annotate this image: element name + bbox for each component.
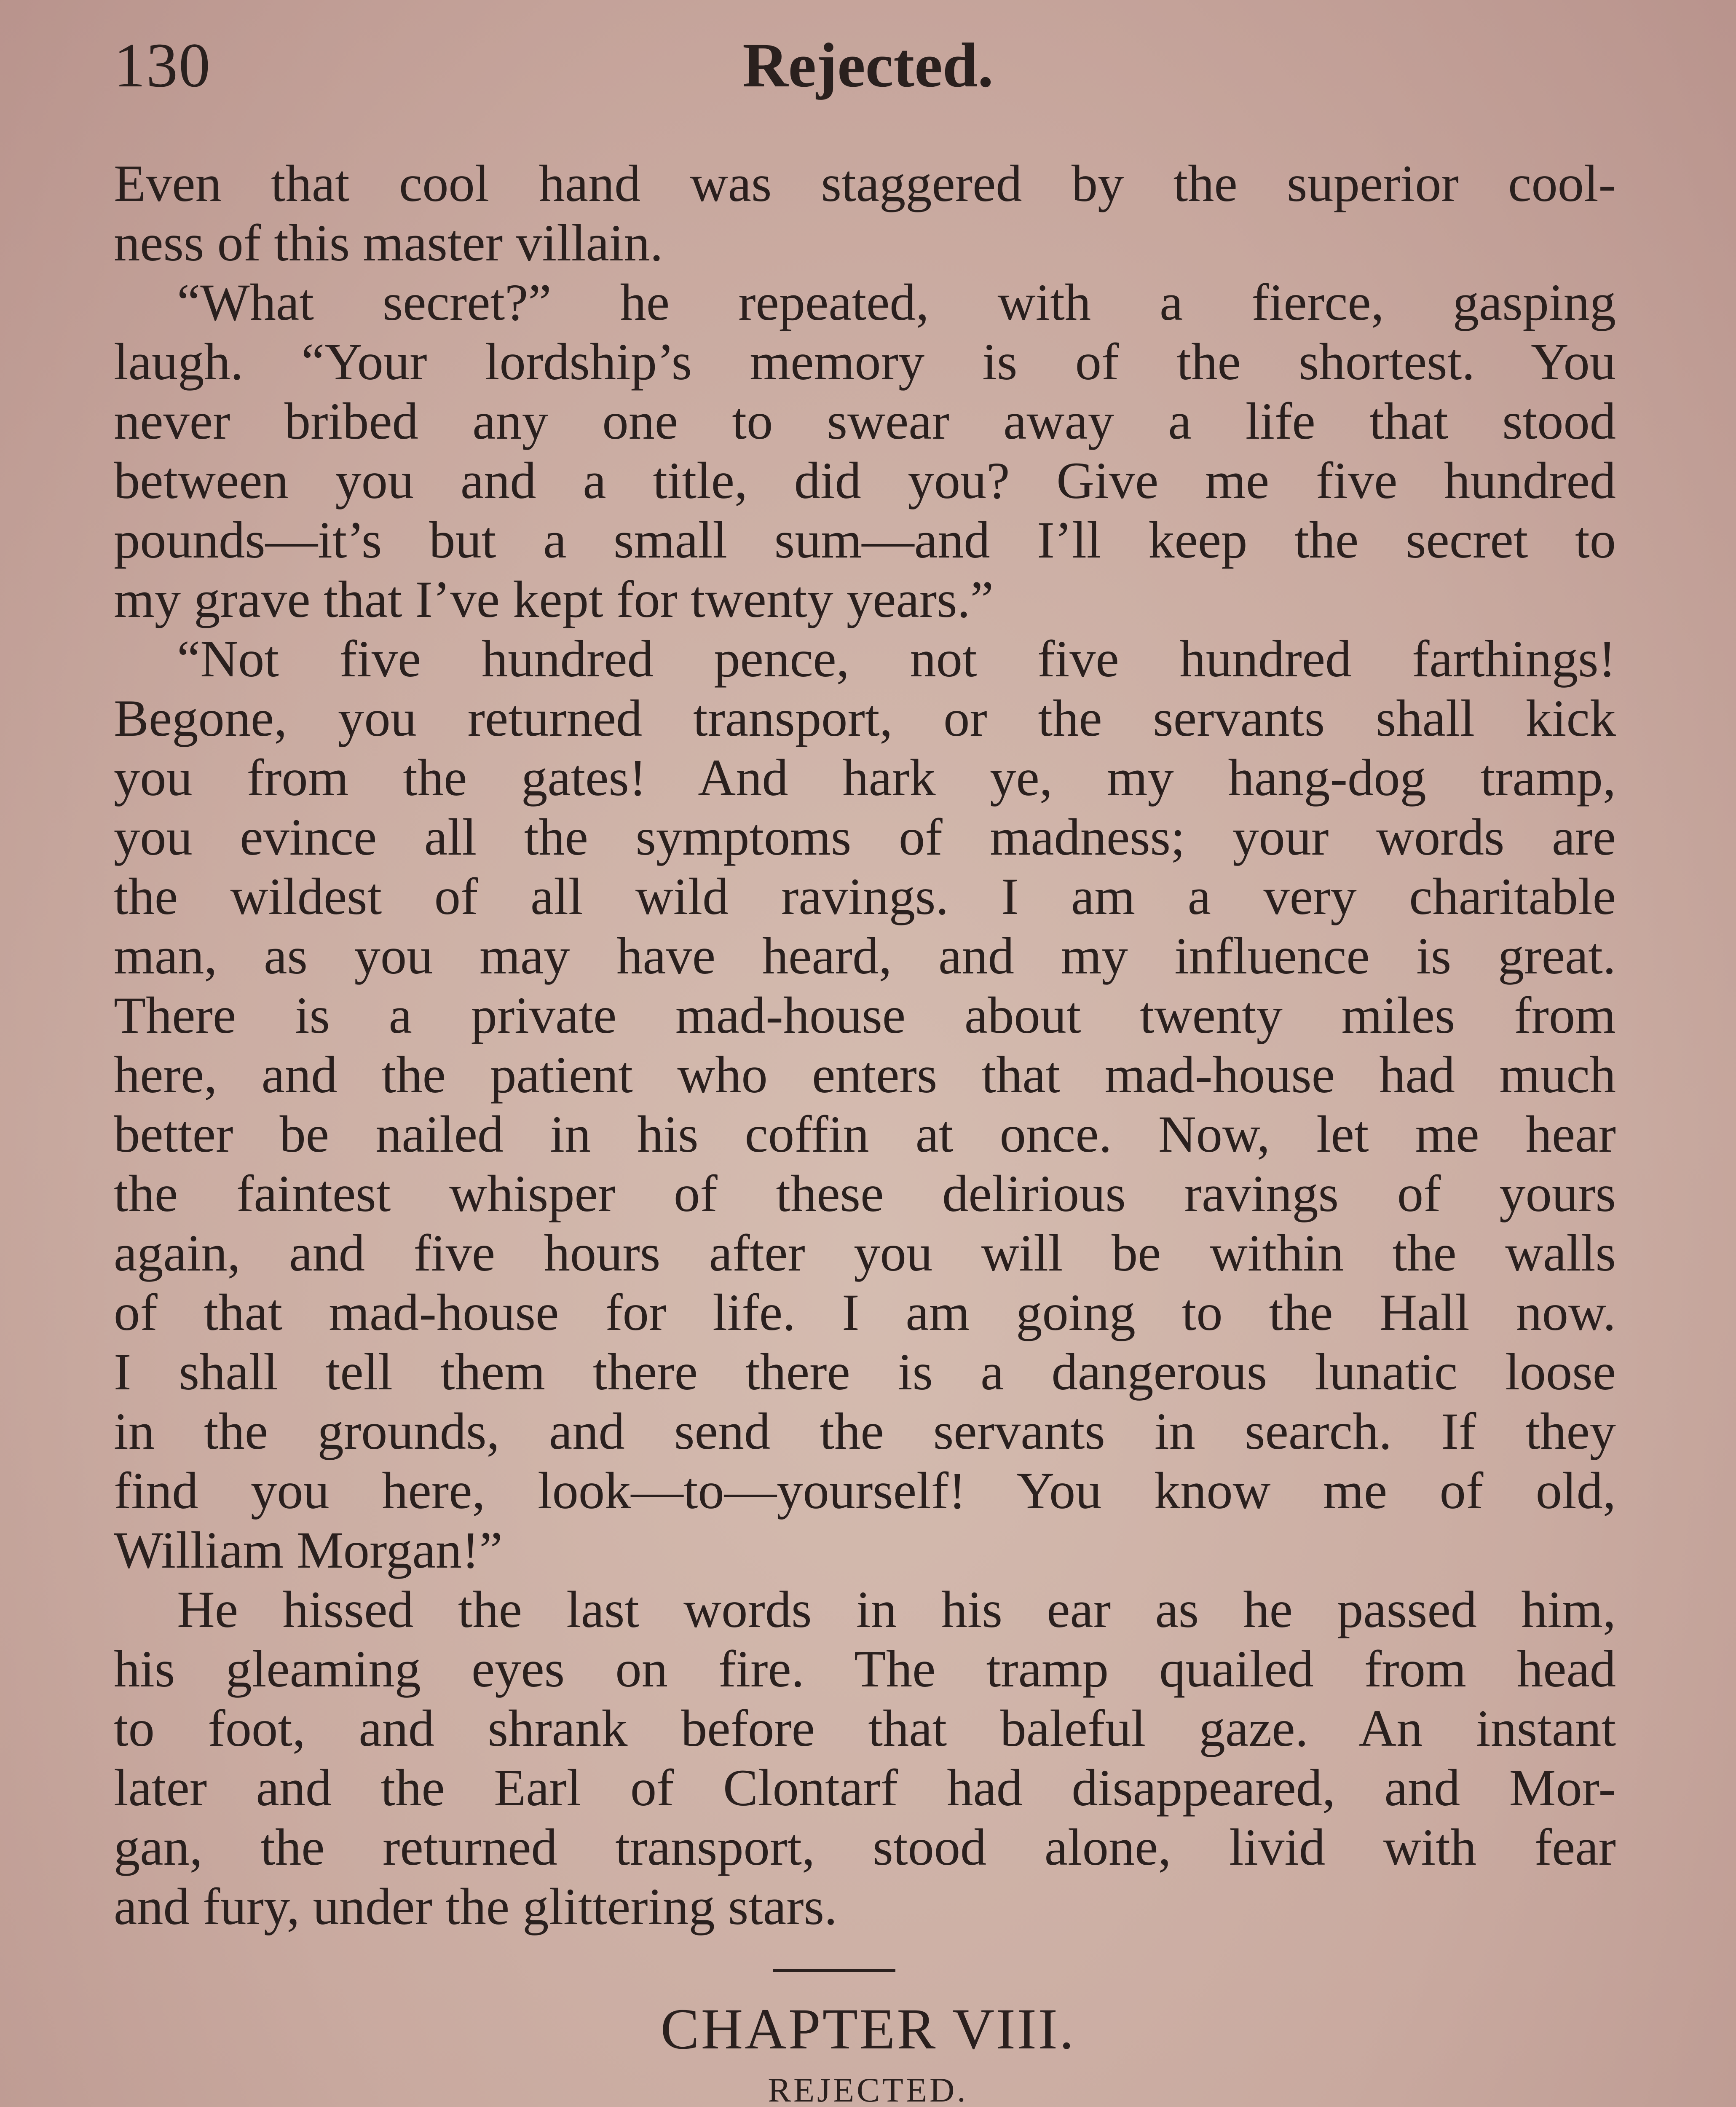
running-title: Rejected. <box>742 30 994 100</box>
text-line: the wildest of all wild ravings. I am a very charitable <box>114 867 1616 925</box>
text-line: again, and five hours after you will be within the walls <box>114 1224 1616 1282</box>
text-line: in the grounds, and send the servants in search. If they <box>114 1402 1616 1460</box>
text-line: man, as you may have heard, and my influence is great. <box>114 927 1616 985</box>
text-line: find you here, look—to—yourself! You know me of old, <box>114 1461 1616 1520</box>
text-line: you from the gates! And hark ye, my hang-dog tramp, <box>114 748 1616 807</box>
text-line: William Morgan!” <box>114 1521 503 1579</box>
text-line: of that mad-house for life. I am going to the Hall now. <box>114 1283 1616 1341</box>
text-line: gan, the returned transport, stood alone, livid with fear <box>114 1818 1616 1876</box>
page-number: 130 <box>114 30 211 100</box>
text-line: ness of this master villain. <box>114 214 663 272</box>
text-line: better be nailed in his coffin at once. Now, let me hear <box>114 1105 1616 1163</box>
text-line: pounds—it’s but a small sum—and I’ll keep the secret to <box>114 511 1616 569</box>
text-line: never bribed any one to swear away a life that stood <box>114 392 1616 450</box>
text-line: between you and a title, did you? Give me five hundred <box>114 451 1616 509</box>
chapter-subtitle: REJECTED. <box>768 2071 968 2107</box>
chapter-heading: CHAPTER VIII. <box>660 1997 1076 2061</box>
text-line: laugh. “Your lordship’s memory is of the shortest. You <box>114 332 1616 391</box>
text-line: the faintest whisper of these delirious ravings of yours <box>114 1164 1616 1222</box>
text-line: my grave that I’ve kept for twenty years.” <box>114 570 994 628</box>
text-line: Even that cool hand was staggered by the superior cool- <box>114 154 1616 212</box>
text-line: Begone, you returned transport, or the servants shall kick <box>114 689 1616 747</box>
text-line: “Not five hundred pence, not five hundred farthings! <box>177 630 1616 688</box>
text-line: you evince all the symptoms of madness; your words are <box>114 808 1616 866</box>
text-line: to foot, and shrank before that baleful gaze. An instant <box>114 1699 1616 1757</box>
text-line: I shall tell them there there is a dangerous lunatic loose <box>114 1343 1616 1401</box>
chapter-divider-rule <box>773 1969 895 1972</box>
text-line: He hissed the last words in his ear as he passed him, <box>177 1580 1616 1638</box>
text-line: “What secret?” he repeated, with a fierce, gasping <box>177 273 1616 331</box>
text-line: here, and the patient who enters that mad-house had much <box>114 1045 1616 1104</box>
text-line: and fury, under the glittering stars. <box>114 1877 838 1935</box>
running-head <box>114 29 1622 101</box>
text-line: later and the Earl of Clontarf had disappeared, and Mor- <box>114 1759 1616 1817</box>
body-text-section-1 <box>114 154 1616 1936</box>
text-line: There is a private mad-house about twenty miles from <box>114 986 1616 1044</box>
text-line: his gleaming eyes on fire. The tramp quailed from head <box>114 1640 1616 1698</box>
